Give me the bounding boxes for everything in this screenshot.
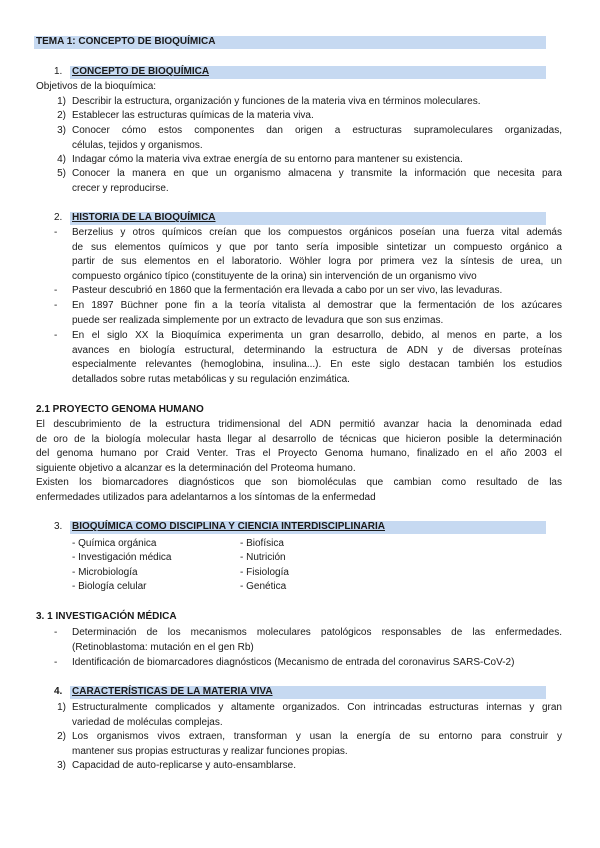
bullet-dash: - [54,227,58,238]
feature-number: 2) [57,731,66,742]
feature-text [72,701,562,730]
text-line: especialmente relevantes (hemoglobina, insulina...). En este siglo destacan también los estudios [72,359,562,371]
text-line: partir de sus elementos en el laboratorio. Wöhler logra por primera vez la síntesis de urea, un [72,256,562,268]
text-line: En 1897 Büchner pone fin a la teoría vitalista al demostrar que la fermentación de los azúcares [72,300,562,311]
text-line: mantener sus propias estructuras y realizar funciones propias. [72,745,348,757]
section-4-number: 4. [54,686,63,697]
section-1-intro: Objetivos de la bioquímica: [36,81,157,92]
text-line: variedad de moléculas complejas. [72,716,223,728]
page-title: TEMA 1: CONCEPTO DE BIOQUÍMICA [36,36,216,47]
research-item: Identificación de biomarcadores diagnósticos (Mecanismo de entrada del coronavirus SARS-CoV-2) [72,657,515,668]
discipline-item: - Investigación médica [72,552,172,563]
text-line: de oro de la biología molecular hasta llegar al desarrollo de técnicas que hicieron posible la determinación [36,433,562,445]
discipline-item: - Química orgánica [72,538,157,549]
discipline-item: - Nutrición [240,552,286,563]
objective-number: 2) [57,110,66,121]
history-item [72,226,562,284]
text-line: detallados sobre rutas metabólicas y su regulación enzimática. [72,373,350,385]
discipline-item: - Genética [240,581,287,592]
objective-number: 5) [57,168,66,179]
text-line: enfermedades utilizados para adelantarnos a los síntomas de la enfermedad [36,491,376,503]
section-3-number: 3. [54,521,63,532]
bullet-dash: - [54,300,58,311]
text-line: Berzelius y otros químicos creían que los compuestos orgánicos poseían una fuerza vital además [72,227,562,238]
text-line: Estructuralmente complicados y altamente organizados. Con intrincadas estructuras internas y gran [72,702,562,713]
bullet-dash: - [54,285,58,296]
text-line: Existen los biomarcadores diagnósticos que son biomoléculas que cambian como resultado de las [36,477,562,489]
discipline-item: - Fisiología [240,567,289,578]
feature-text: Capacidad de auto-replicarse y auto-ensamblarse. [72,760,297,771]
objective-number: 4) [57,154,66,165]
bullet-dash: - [54,627,58,638]
text-line: En el siglo XX la Bioquímica experimenta un gran desarrollo, debido, al menos en parte, a los [72,330,562,341]
text-line: El descubrimiento de la estructura tridimensional del ADN permitió avanzar hacia la denominada edad [36,419,562,430]
section-3-heading: BIOQUÍMICA COMO DISCIPLINA Y CIENCIA INTERDISCIPLINARIA [72,521,385,532]
text-line: avances en biología estructural, determinando la estructura de ADN y de diversas proteínas [72,344,562,356]
discipline-item: - Biofísica [240,538,284,549]
text-line: crecer y reproducirse. [72,182,169,194]
objective-number: 3) [57,125,66,136]
section-2-heading: HISTORIA DE LA BIOQUÍMICA [72,212,216,223]
feature-number: 1) [57,702,66,713]
bullet-dash: - [54,657,58,668]
section-4-heading: CARACTERÍSTICAS DE LA MATERIA VIVA [72,686,273,697]
history-item [72,299,562,328]
history-item [72,329,562,387]
research-item [72,626,562,655]
text-line: compuesto orgánico típico (constituyente de la orina) sin intervención de un organismo vivo [72,270,477,282]
section-1-heading: CONCEPTO DE BIOQUÍMICA [72,66,210,77]
text-line: Conocer la manera en que un organismo almacena y transmite la información que necesita para [72,168,562,179]
text-line: de sus elementos químicos y que por tanto sería imposible sintetizar un compuesto orgánico a [72,241,562,253]
objective-text [72,124,562,153]
text-line: del genoma humano por Craid Venter. Tras el Proyecto Genoma humano, finalizado en el año 2003 el [36,448,562,460]
text-line: puede ser realizada simplemente por un extracto de levadura que son sus enzimas. [72,314,444,326]
objective-text: Establecer las estructuras químicas de la materia viva. [72,110,314,121]
text-line: (Retinoblastoma: mutación en el gen Rb) [72,641,254,653]
text-line: células, tejidos y organismos. [72,139,203,151]
objective-text: Describir la estructura, organización y funciones de la materia viva en términos moleculares. [72,96,481,107]
feature-text [72,730,562,759]
objective-number: 1) [57,96,66,107]
section-1-number: 1. [54,66,63,77]
section-3-1-heading: 3. 1 INVESTIGACIÓN MÉDICA [36,611,177,622]
text-line: siguiente objetivo a alcanzar es la determinación del Proteoma humano. [36,462,356,474]
history-item: Pasteur descubrió en 1860 que la fermentación era llevada a cabo por un ser vivo, las levaduras. [72,285,503,296]
section-2-1-heading: 2.1 PROYECTO GENOMA HUMANO [36,404,204,415]
feature-number: 3) [57,760,66,771]
discipline-item: - Microbiología [72,567,138,578]
text-line: Conocer cómo estos componentes dan origen a estructuras supramoleculares organizadas, [72,125,562,136]
objective-text [72,167,562,196]
text-line: Los organismos vivos extraen, transforman y usan la energía de su entorno para construir y [72,731,562,742]
discipline-item: - Biología celular [72,581,147,592]
section-2-number: 2. [54,212,63,223]
bullet-dash: - [54,330,58,341]
objective-text: Indagar cómo la materia viva extrae energía de su entorno para mantener su existencia. [72,154,463,165]
section-2-1-body [36,418,562,506]
text-line: Determinación de los mecanismos moleculares patológicos responsables de las enfermedades. [72,627,562,638]
